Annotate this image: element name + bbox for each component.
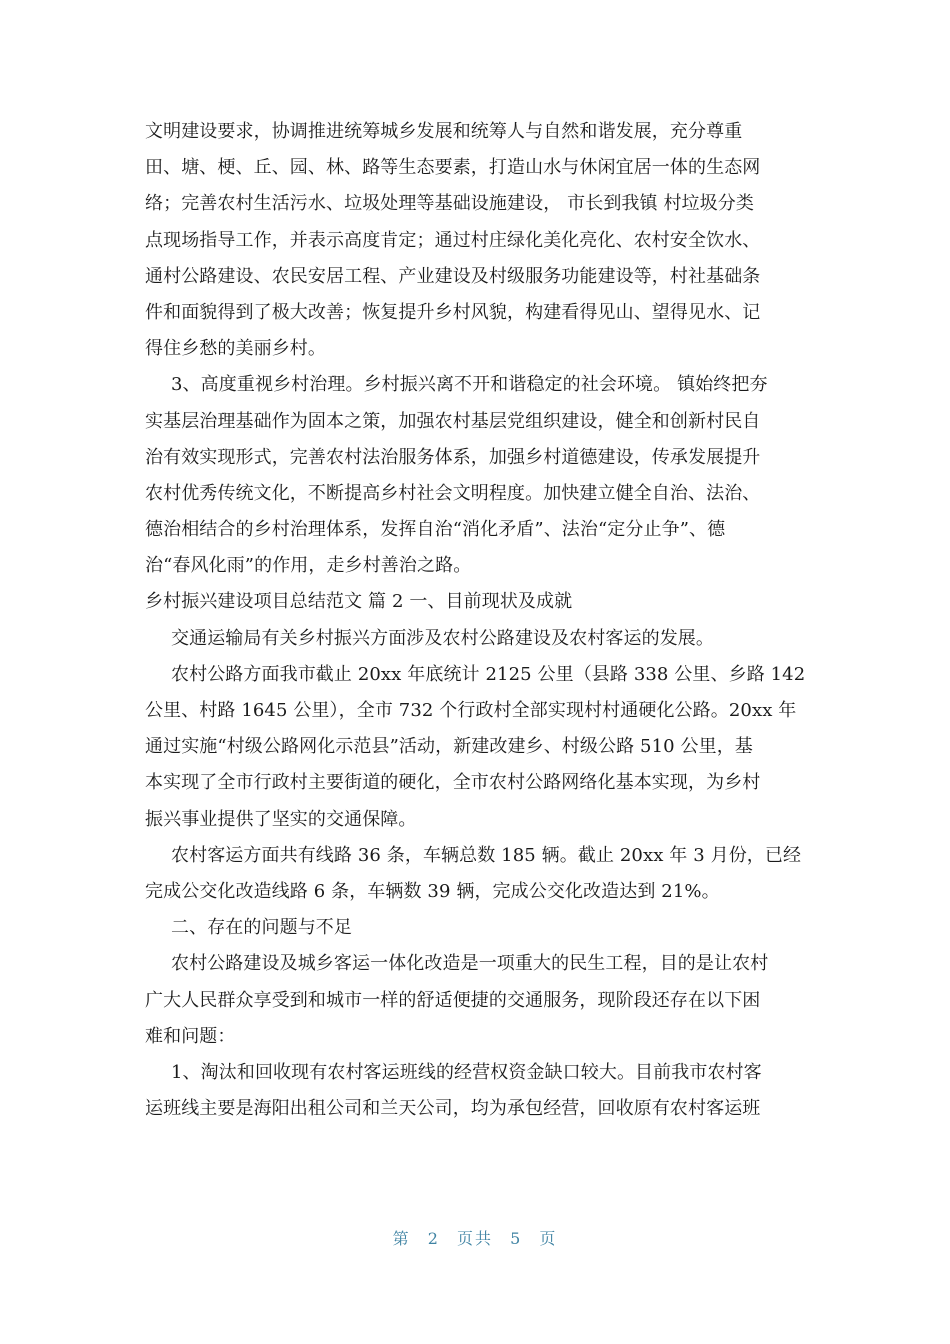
text-line: 件和面貌得到了极大改善；恢复提升乡村风貌，构建看得见山、望得见水、记 [145,301,761,323]
document-body [145,114,807,1127]
text-line: 农村公路方面我市截止 20xx 年底统计 2125 公里（县路 338 公里、乡路 142 [171,663,806,685]
text-line: 交通运输局有关乡村振兴方面涉及农村公路建设及农村客运的发展。 [171,627,714,649]
text-line: 本实现了全市行政村主要街道的硬化，全市农村公路网络化基本实现，为乡村 [145,772,761,794]
text-line: 络；完善农村生活污水、垃圾处理等基础设施建设， 市长到我镇 村垃圾分类 [145,193,754,215]
text-line: 治“春风化雨”的作用，走乡村善治之路。 [145,555,472,577]
text-line: 田、塘、梗、丘、园、林、路等生态要素，打造山水与休闲宜居一体的生态网 [145,157,761,179]
text-line: 1、淘汰和回收现有农村客运班线的经营权资金缺口较大。目前我市农村客 [171,1061,762,1083]
text-line: 完成公交化改造线路 6 条，车辆数 39 辆，完成公交化改造达到 21%。 [145,880,720,902]
text-line: 运班线主要是海阳出租公司和兰天公司，均为承包经营，回收原有农村客运班 [145,1098,761,1120]
text-line: 文明建设要求，协调推进统筹城乡发展和统筹人与自然和谐发展，充分尊重 [145,121,743,142]
text-line: 通村公路建设、农民安居工程、产业建设及村级服务功能建设等，村社基础条 [145,265,761,287]
page-footer: 第 2 页共 5 页 [392,1229,558,1248]
text-line: 3、高度重视乡村治理。乡村振兴离不开和谐稳定的社会环境。 镇始终把夯 [171,374,768,396]
text-line: 点现场指导工作，并表示高度肯定；通过村庄绿化美化亮化、农村安全饮水、 [145,229,761,251]
text-line: 二、存在的问题与不足 [171,917,352,939]
text-line: 广大人民群众享受到和城市一样的舒适便捷的交通服务，现阶段还存在以下困 [145,989,761,1011]
text-line: 治有效实现形式，完善农村法治服务体系，加强乡村道德建设，传承发展提升 [145,446,761,468]
text-line: 农村优秀传统文化，不断提高乡村社会文明程度。加快建立健全自治、法治、 [145,482,761,504]
text-line: 农村公路建设及城乡客运一体化改造是一项重大的民生工程，目的是让农村 [171,953,769,975]
text-line: 通过实施“村级公路网化示范县”活动，新建改建乡、村级公路 510 公里，基 [145,736,753,758]
text-line: 得住乡愁的美丽乡村。 [145,338,326,360]
text-line: 农村客运方面共有线路 36 条，车辆总数 185 辆。截止 20xx 年 3 月份，已经 [171,844,802,866]
text-line: 德治相结合的乡村治理体系，发挥自治“消化矛盾”、法治“定分止争”、德 [145,519,726,541]
text-line: 乡村振兴建设项目总结范文 篇 2 一、目前现状及成就 [145,591,573,613]
text-line: 实基层治理基础作为固本之策，加强农村基层党组织建设，健全和创新村民自 [145,410,761,432]
text-line: 振兴事业提供了坚实的交通保障。 [145,808,417,830]
text-line: 难和问题： [145,1025,236,1047]
text-line: 公里、村路 1645 公里），全市 732 个行政村全部实现村村通硬化公路。20xx 年 [145,700,797,721]
